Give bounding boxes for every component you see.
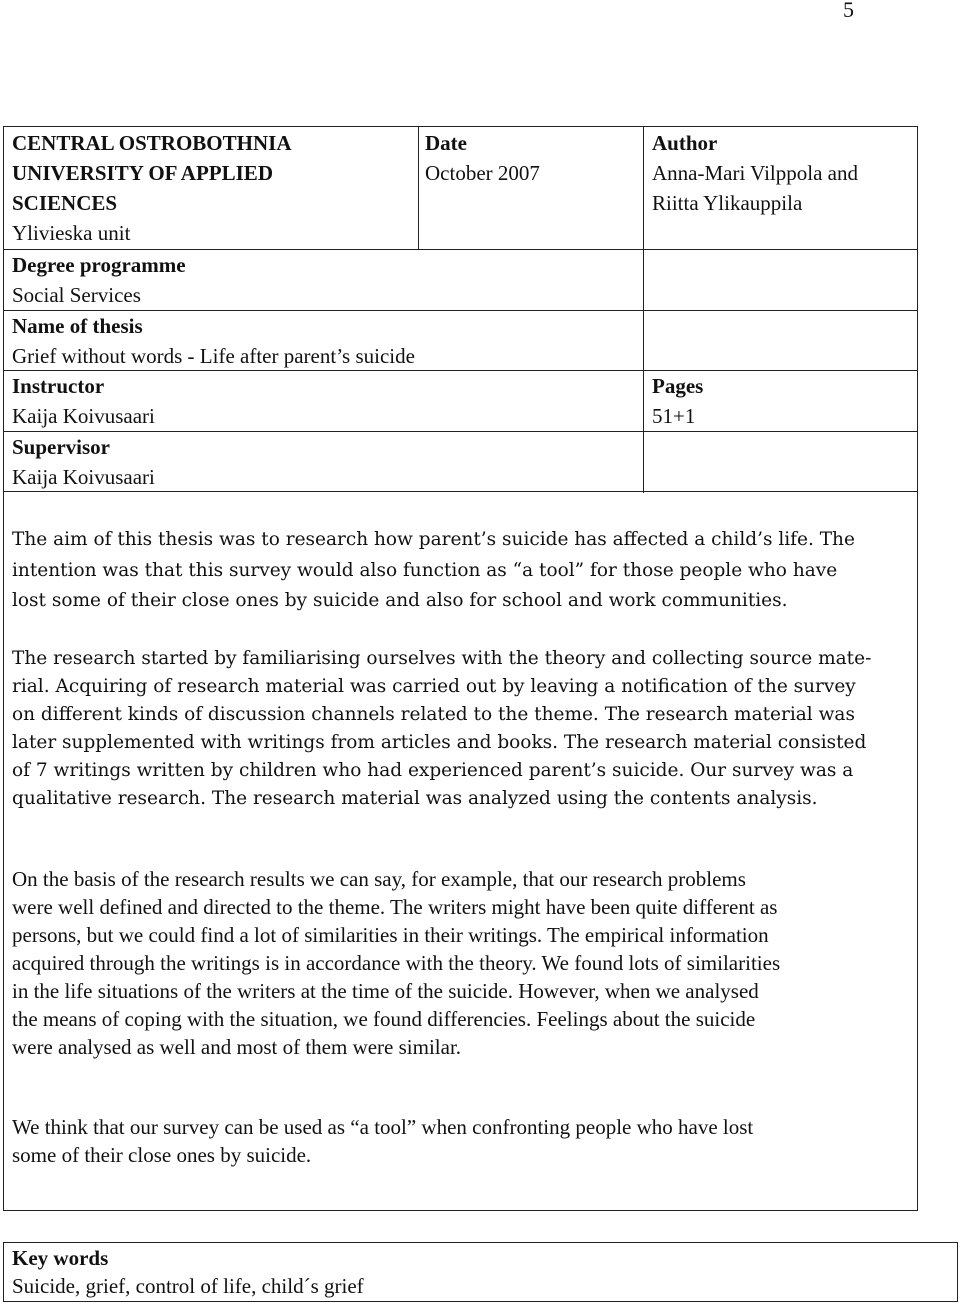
paragraph-line: acquired through the writings is in accordance with the theory. We found lots of similarities (12, 951, 781, 975)
paragraph-line: on different kinds of discussion channels related to the theme. The research material was (12, 704, 855, 725)
pages-label: Pages (652, 374, 704, 398)
keywords-value: Suicide, grief, control of life, child´s grief (12, 1274, 364, 1298)
paragraph-line: rial. Acquiring of research material was carried out by leaving a notification of the survey (12, 676, 856, 697)
page-number: 5 (843, 0, 854, 22)
keywords-label: Key words (12, 1246, 109, 1270)
supervisor-value: Kaija Koivusaari (12, 465, 155, 489)
paragraph-line: persons, but we could find a lot of similarities in their writings. The empirical information (12, 923, 769, 947)
paragraph-line: later supplemented with writings from articles and books. The research material consisted (12, 732, 867, 753)
supervisor-cell (12, 432, 155, 492)
paragraph-line: were analysed as well and most of them were similar. (12, 1035, 462, 1059)
paragraph-line: We think that our survey can be used as “a tool” when confronting people who have lost (12, 1115, 754, 1139)
degree-cell (12, 250, 186, 310)
keywords-cell (12, 1244, 364, 1300)
institution-line: CENTRAL OSTROBOTHNIA (12, 131, 292, 155)
degree-label: Degree programme (12, 253, 186, 277)
abstract-paragraph-3 (12, 865, 902, 1061)
instructor-value: Kaija Koivusaari (12, 404, 155, 428)
paragraph-line: of 7 writings written by children who had experienced parent’s suicide. Our survey was a (12, 760, 854, 781)
author-label: Author (652, 131, 718, 155)
paragraph-line: On the basis of the research results we can say, for example, that our research problems (12, 867, 746, 891)
column-divider-1 (418, 127, 419, 250)
thesis-label: Name of thesis (12, 314, 143, 338)
keywords-box (3, 1242, 958, 1302)
paragraph-line: qualitative research. The research material was analyzed using the contents analysis. (12, 788, 818, 809)
instructor-label: Instructor (12, 374, 105, 398)
abstract-paragraph-4 (12, 1113, 902, 1169)
pages-cell (652, 371, 703, 431)
pages-value: 51+1 (652, 404, 696, 428)
institution-cell (12, 128, 291, 248)
author-line: Anna-Mari Vilppola and (652, 161, 858, 185)
degree-value: Social Services (12, 283, 141, 307)
date-value: October 2007 (425, 161, 540, 185)
paragraph-line: in the life situations of the writers at the time of the suicide. However, when we analysed (12, 979, 759, 1003)
thesis-cell (12, 311, 415, 371)
abstract-form (3, 126, 918, 1211)
paragraph-line: the means of coping with the situation, we found differencies. Feelings about the suicide (12, 1007, 756, 1031)
institution-line: UNIVERSITY OF APPLIED (12, 161, 273, 185)
paragraph-line: intention was that this survey would also function as “a tool” for those people who have (12, 559, 838, 581)
abstract-paragraph-1 (12, 525, 902, 617)
abstract-paragraph-2 (12, 645, 902, 813)
instructor-cell (12, 371, 155, 431)
paragraph-line: The research started by familiarising ourselves with the theory and collecting source mate- (12, 648, 872, 669)
author-cell (652, 128, 858, 218)
supervisor-label: Supervisor (12, 435, 111, 459)
unit-name: Ylivieska unit (12, 221, 131, 245)
paragraph-line: were well defined and directed to the theme. The writers might have been quite different as (12, 895, 778, 919)
paragraph-line: The aim of this thesis was to research how parent’s suicide has affected a child’s life. The (12, 529, 855, 550)
institution-line: SCIENCES (12, 191, 118, 215)
date-cell (425, 128, 540, 188)
author-line: Riitta Ylikauppila (652, 191, 803, 215)
date-label: Date (425, 131, 467, 155)
thesis-value: Grief without words - Life after parent’s suicide (12, 344, 415, 368)
paragraph-line: lost some of their close ones by suicide and also for school and work communities. (12, 590, 788, 611)
paragraph-line: some of their close ones by suicide. (12, 1143, 312, 1167)
